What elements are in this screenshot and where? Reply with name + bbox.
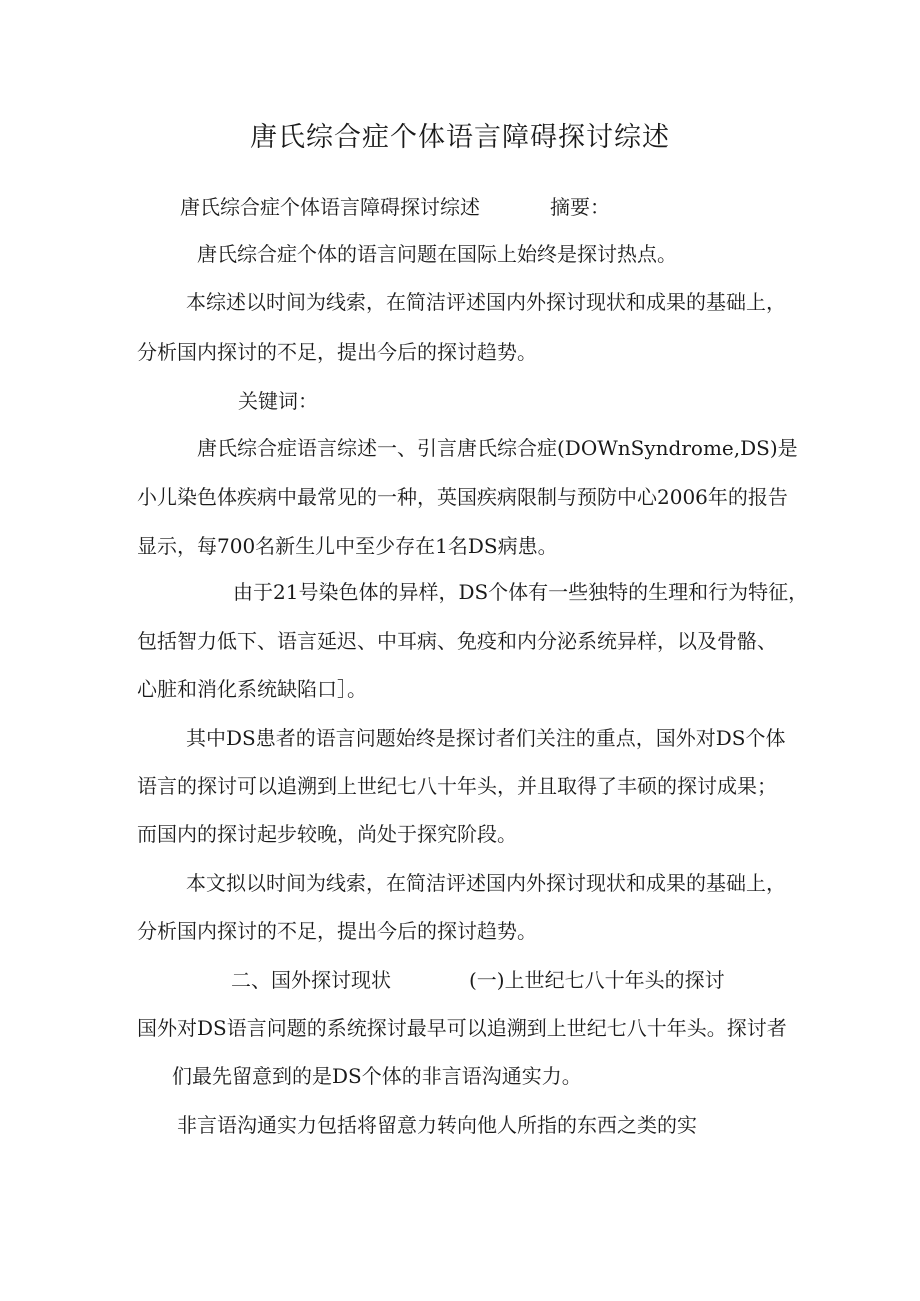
text-line: 本文拟以时间为线索，在简洁评述国内外探讨现状和成果的基础上， — [186, 871, 786, 895]
text-line: 摘要： — [550, 195, 610, 219]
text-line: 唐氏综合症个体的语言问题在国际上始终是探讨热点。 — [197, 242, 677, 266]
document-title: 唐氏综合症个体语言障碍探讨综述 — [250, 122, 670, 153]
text-line: 分析国内探讨的不足，提出今后的探讨趋势。 — [137, 919, 537, 943]
text-line: 国外对DS语言问题的系统探讨最早可以追溯到上世纪七八十年头。探讨者 — [137, 1016, 787, 1040]
text-line: 语言的探讨可以追溯到上世纪七八十年头，并且取得了丰硕的探讨成果； — [137, 774, 777, 798]
text-line: 唐氏综合症语言综述一、引言唐氏综合症(DOWnSyndrome,DS)是 — [197, 436, 798, 460]
text-line: 其中DS患者的语言问题始终是探讨者们关注的重点，国外对DS个体 — [186, 726, 786, 750]
text-line: 关键词： — [238, 389, 318, 413]
text-line: 显示，每700名新生儿中至少存在1名DS病患。 — [137, 534, 558, 558]
text-line: 们最先留意到的是DS个体的非言语沟通实力。 — [172, 1064, 582, 1088]
text-line: 包括智力低下、语言延迟、中耳病、免疫和内分泌系统异样，以及骨骼、 — [137, 629, 777, 653]
text-line: 非言语沟通实力包括将留意力转向他人所指的东西之类的实 — [177, 1113, 697, 1137]
text-line: 小儿染色体疾病中最常见的一种，英国疾病限制与预防中心2006年的报告 — [137, 485, 788, 509]
text-line: (一)上世纪七八十年头的探讨 — [469, 968, 725, 992]
text-line: 分析国内探讨的不足，提出今后的探讨趋势。 — [137, 340, 537, 364]
text-line: 心脏和消化系统缺陷口］。 — [137, 677, 367, 701]
text-line: 由于21号染色体的异样，DS个体有一些独特的生理和行为特征， — [233, 580, 809, 604]
text-line: 而国内的探讨起步较晚，尚处于探究阶段。 — [137, 822, 517, 846]
text-line: 二、国外探讨现状 — [231, 968, 391, 992]
text-line: 本综述以时间为线索，在简洁评述国内外探讨现状和成果的基础上， — [186, 290, 786, 314]
text-line: 唐氏综合症个体语言障碍探讨综述 — [180, 195, 480, 219]
